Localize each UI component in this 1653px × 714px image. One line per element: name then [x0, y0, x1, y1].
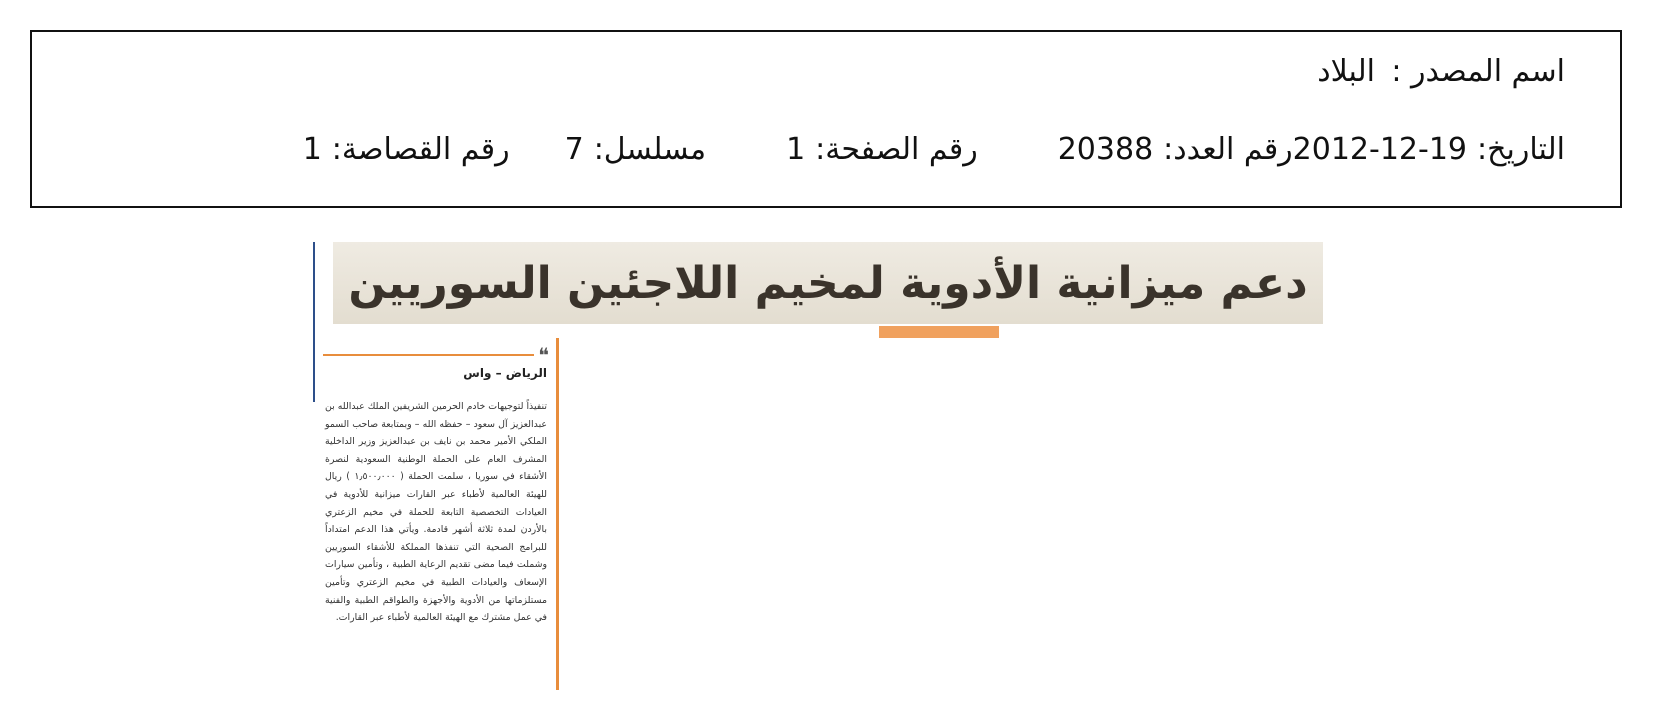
article-body: تنفيذاً لتوجيهات خادم الحرمين الشريفين الملك عبدالله بن عبدالعزيز آل سعود – حفظه الله – وبمتابعة صاحب السمو الملكي الأمير محمد بن نايف بن عبدالعزيز وزير الداخلية المشرف العام على الحملة الوطنية السعودية لنصرة الأشقاء في سوريا ، سلمت الحملة ( ١٫٥٠٠٫٠٠٠ ) ريال للهيئة العالمية لأطباء عبر القارات ميزانية للأدوية في العيادات التخصصية التابعة للحملة في مخيم الزعتري بالأردن لمدة ثلاثة أشهر قادمة. ويأتي هذا الدعم امتداداً للبرامج الصحية التي تنفذها المملكة للأشقاء السوريين وشملت فيما مضى تقديم الرعاية الطبية ، وتأمين سيارات الإسعاف والعيادات الطبية في مخيم الزعتري وتأمين مستلزماتها من الأدوية والأجهزة والطواقم الطبية والفنية في عمل مشترك مع الهيئة العالمية لأطباء عبر القارات. — [325, 401, 547, 624]
source-label: اسم المصدر : — [1391, 54, 1565, 89]
date-label: التاريخ: — [1477, 132, 1565, 167]
details-row — [248, 132, 1565, 167]
issue-label: رقم العدد: — [1163, 132, 1293, 167]
clip-number-value: 1 — [302, 132, 322, 167]
byline-tab — [879, 326, 999, 338]
quote-bar — [323, 354, 534, 356]
article-headline: دعم ميزانية الأدوية لمخيم اللاجئين السوريين — [348, 257, 1308, 309]
date-field — [1293, 132, 1565, 167]
headline-band — [333, 242, 1323, 324]
clip-number-field — [303, 132, 510, 167]
quote-icon: ❝ — [538, 343, 549, 367]
quote-separator — [323, 343, 549, 367]
source-value: البلاد — [1317, 54, 1375, 89]
source-row — [1317, 54, 1565, 89]
issue-value: 20388 — [1057, 132, 1154, 167]
metadata-header-box — [30, 30, 1622, 208]
serial-label: مسلسل: — [593, 132, 707, 167]
clip-number-label: رقم القصاصة: — [331, 132, 510, 167]
article-dateline: الرياض – واس — [463, 366, 547, 380]
column-divider-rule — [556, 338, 559, 690]
page-label: رقم الصفحة: — [815, 132, 978, 167]
newspaper-clipping — [313, 242, 1323, 692]
date-value: 2012-12-19 — [1292, 132, 1468, 167]
page-field — [786, 132, 978, 167]
article-column — [313, 338, 559, 694]
page-value: 1 — [786, 132, 806, 167]
issue-field — [1058, 132, 1293, 167]
serial-value: 7 — [564, 132, 584, 167]
serial-field — [565, 132, 706, 167]
